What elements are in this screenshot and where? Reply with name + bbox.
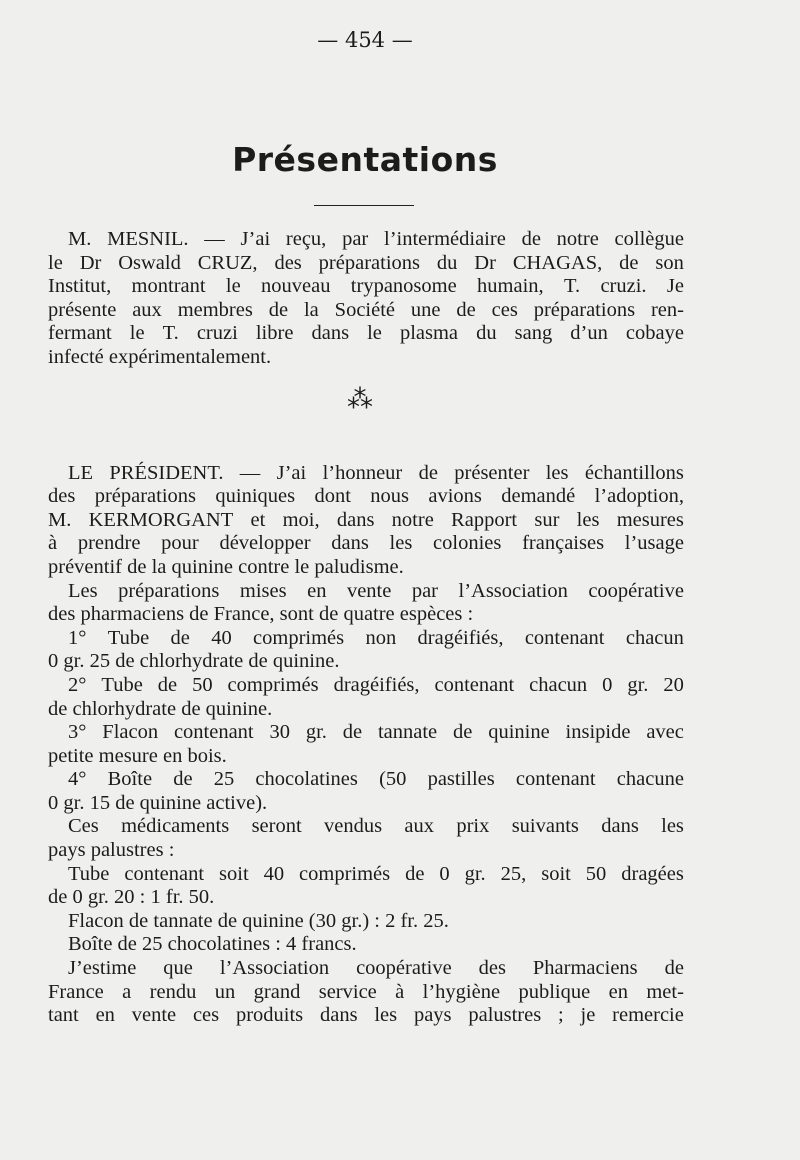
text-line: 0 gr. 25 de chlorhydrate de quinine. — [48, 650, 340, 673]
text-line: 3° Flacon contenant 30 gr. de tannate de quinine insipide avec — [68, 721, 684, 744]
text-line: tant en vente ces produits dans les pays palustres ; je remercie — [48, 1004, 684, 1027]
list-item — [48, 721, 684, 768]
list-item — [48, 674, 684, 721]
text-line: 1° Tube de 40 comprimés non dragéifiés, contenant chacun — [68, 626, 684, 649]
text-line: 4° Boîte de 25 chocolatines (50 pastilles contenant chacune — [68, 768, 684, 791]
text-line: France a rendu un grand service à l’hygiène publique en met- — [48, 980, 684, 1003]
price-item — [48, 863, 684, 910]
text-line: de chlorhydrate de quinine. — [48, 697, 273, 720]
text-line: 2° Tube de 50 comprimés dragéifiés, contenant chacun 0 gr. 20 — [68, 673, 684, 696]
title-rule — [314, 205, 414, 206]
text-line: de 0 gr. 20 : 1 fr. 50. — [48, 886, 215, 909]
list-item — [48, 768, 684, 815]
text-line: Ces médicaments seront vendus aux prix suivants dans les — [68, 815, 684, 838]
text-line: M. KERMORGANT et moi, dans notre Rapport sur les mesures — [48, 508, 684, 531]
text-line: Tube contenant soit 40 comprimés de 0 gr. 25, soit 50 dragées — [68, 862, 684, 885]
text-line: J’estime que l’Association coopérative des Pharmaciens de — [68, 957, 684, 980]
list-item — [48, 627, 684, 674]
separator-block — [48, 370, 684, 462]
text-line: Boîte de 25 chocolatines : 4 francs. — [68, 933, 357, 956]
text-line: présente aux membres de la Société une de ces préparations ren- — [48, 298, 684, 321]
price-item — [48, 910, 684, 934]
text-line: 0 gr. 15 de quinine active). — [48, 791, 268, 814]
text-line: Flacon de tannate de quinine (30 gr.) : 2 fr. 25. — [68, 909, 449, 932]
text-line: fermant le T. cruzi libre dans le plasma du sang d’un cobaye — [48, 322, 684, 345]
text-line: LE PRÉSIDENT. — J’ai l’honneur de présenter les échantillons — [68, 461, 684, 484]
text-line: pays palustres : — [48, 839, 175, 862]
price-item — [48, 933, 684, 957]
text-line: Les préparations mises en vente par l’Association coopérative — [68, 579, 684, 602]
paragraph — [48, 815, 684, 862]
text-line: des pharmaciens de France, sont de quatre espèces : — [48, 603, 474, 626]
section-title: Présentations — [232, 140, 498, 179]
text-line: à prendre pour développer dans les colonies françaises l’usage — [48, 532, 684, 555]
text-line: M. MESNIL. — J’ai reçu, par l’intermédiaire de notre collègue — [68, 228, 684, 250]
text-line: Institut, montrant le nouveau trypanosome humain, T. cruzi. Je — [48, 275, 684, 298]
text-line: le Dr Oswald CRUZ, des préparations du Dr CHAGAS, de son — [48, 251, 684, 274]
text-line: des préparations quiniques dont nous avions demandé l’adoption, — [48, 485, 684, 508]
paragraph-mesnil — [48, 228, 684, 370]
text-line: petite mesure en bois. — [48, 744, 227, 767]
asterism-separator: ⁂ — [347, 384, 373, 414]
paragraph — [48, 957, 684, 1028]
text-line: infecté expérimentalement. — [48, 345, 272, 368]
paragraph — [48, 580, 684, 627]
paragraph-president — [48, 462, 684, 580]
body-text — [48, 228, 684, 1028]
text-line: préventif de la quinine contre le paludisme. — [48, 555, 404, 578]
page-number: — 454 — — [317, 28, 413, 52]
